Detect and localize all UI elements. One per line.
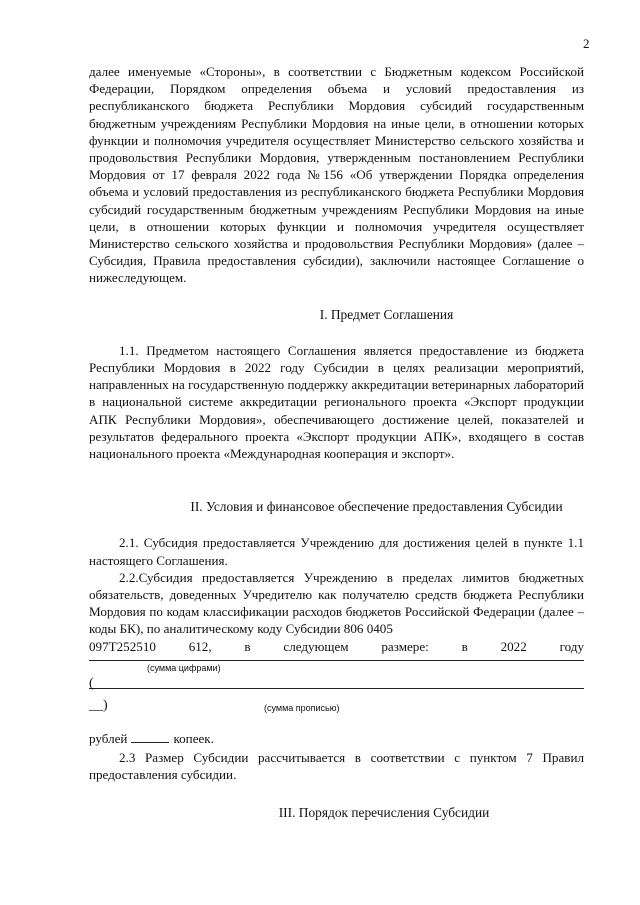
amount-fill-block [89, 658, 584, 730]
rubles-label: рублей [89, 730, 128, 746]
close-parenthesis: __) [89, 697, 108, 713]
intro-paragraph: далее именуемые «Стороны», в соответствии с Бюджетным кодексом Российской Федерации, Порядком определения объема и условий предоставления из республиканского бюджета Республики Мордовия субсидий государственным бюджетным учреждениям Республики Мордовия на иные цели, в отношении которых функции и полномочия учредителя осуществляет Министерство сельского хозяйства и продовольствия Республики Мордовия, утвержденным постановлением Республики Мордовия от 17 февраля 2022 года №156 «Об утверждении Порядка определения объема и условий предоставления из республиканского бюджета Республики Мордовия субсидий государственным бюджетным учреждениям Республики Мордовия на иные цели, в отношении которых функции и полномочия учредителя осуществляет Министерство сельского хозяйства и продовольствия Республики Мордовия» (далее – Субсидия, Правила предоставления субсидии), заключили настоящее Соглашение о нижеследующем. [89, 64, 584, 286]
paragraph-2-2-last-line: 097Т252510 612, в следующем размере: в 2022 году [89, 638, 584, 654]
open-parenthesis: ( [89, 675, 94, 691]
document-body [89, 63, 584, 821]
section-2-heading: II. Условия и финансовое обеспечение предоставления Субсидии [190, 499, 563, 515]
paragraph-2-3: 2.3 Размер Субсидии рассчитывается в соответствии с пунктом 7 Правил предоставления субсидии. [89, 750, 584, 783]
amount-words-line [89, 688, 584, 689]
section-1-heading: I. Предмет Соглашения [319, 306, 454, 322]
amount-digits-line [89, 660, 584, 661]
paragraph-1-1: 1.1. Предметом настоящего Соглашения является предоставление из бюджета Республики Мордовия в 2022 году Субсидии в целях реализации мероприятий, направленных на государственную поддержку аккредитации ветеринарных лабораторий в национальной системе аккредитации регионального проекта «Экспорт продукции АПК Республики Мордовия», обеспечивающего достижение целей, показателей и результатов федерального проекта «Экспорт продукции АПК», входящего в состав национального проекта «Международная кооперация и экспорт». [89, 342, 584, 462]
rubles-kopecks-line [89, 730, 584, 747]
paragraph-2-2: 2.2.Субсидия предоставляется Учреждению в пределах лимитов бюджетных обязательств, доведенных Учредителю как получателю средств бюджета Республики Мордовия по кодам классификации расходов бюджетов Российской Федерации (далее – коды БК), по аналитическому коду Субсидии 806 0405 [89, 569, 584, 637]
amount-words-label: (сумма прописью) [264, 702, 340, 713]
kopecks-label: копеек. [173, 730, 214, 746]
page-number: 2 [583, 36, 590, 51]
kopecks-blank [131, 731, 169, 743]
section-3-heading: III. Порядок перечисления Субсидии [278, 804, 490, 820]
amount-digits-label: (сумма цифрами) [147, 662, 221, 673]
paragraph-2-1: 2.1. Субсидия предоставляется Учреждению для достижения целей в пункте 1.1 настоящего Соглашения. [89, 535, 584, 568]
